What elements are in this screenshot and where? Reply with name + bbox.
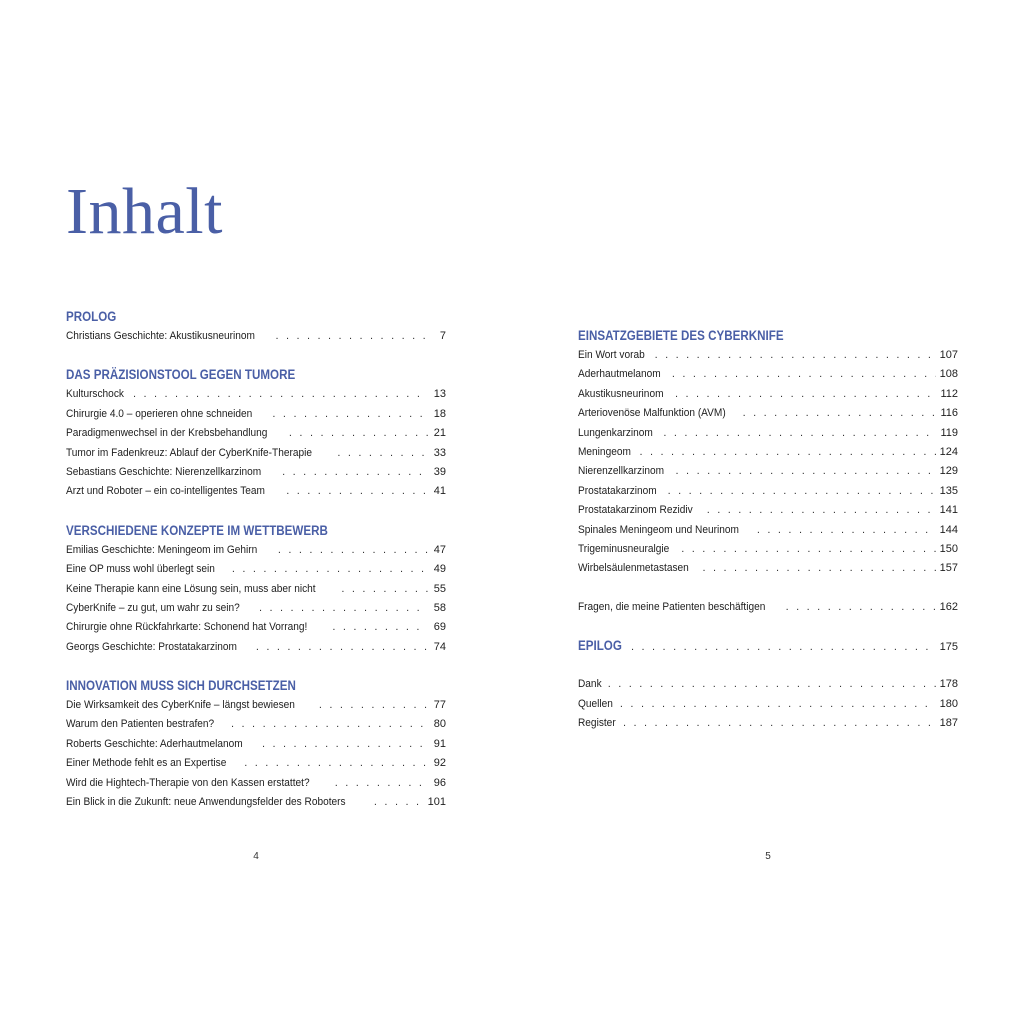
toc-entry[interactable]: [66, 754, 446, 773]
toc-entry-title: Arteriovenöse Malfunktion (AVM): [578, 407, 726, 420]
toc-entry-page: 124: [939, 445, 958, 458]
page-title: Inhalt: [66, 175, 223, 248]
toc-entry-page: 129: [939, 465, 958, 478]
toc-entry-page: 187: [939, 717, 958, 730]
toc-entry-title: Quellen: [578, 697, 613, 710]
toc-entry[interactable]: [66, 774, 446, 793]
toc-dot-leader: [757, 521, 936, 540]
toc-entry[interactable]: [578, 462, 958, 481]
toc-entry[interactable]: [578, 521, 958, 540]
toc-entry-title: Nierenzellkarzinom: [578, 465, 665, 478]
toc-entry-title: Keine Therapie kann eine Lösung sein, muss aber nicht: [66, 582, 316, 595]
toc-entry[interactable]: [578, 559, 958, 578]
toc-entry-page: 39: [433, 465, 446, 478]
toc-entry[interactable]: [578, 385, 958, 404]
toc-entry-page: 21: [433, 427, 446, 440]
toc-entry-title: Die Wirksamkeit des CyberKnife – längst bewiesen: [66, 699, 295, 712]
toc-entry[interactable]: [66, 580, 446, 599]
toc-dot-leader: [663, 424, 936, 443]
toc-dot-leader: [232, 560, 428, 579]
toc-entry[interactable]: [66, 385, 446, 404]
toc-entry-page: 101: [427, 796, 446, 809]
toc-section-heading: DAS PRÄZISIONSTOOL GEGEN TUMORE: [66, 367, 296, 383]
toc-entry-title: Emilias Geschichte: Meningeom im Gehirn: [66, 543, 258, 556]
toc-entry-title: Spinales Meningeom und Neurinom: [578, 523, 739, 536]
toc-entry-page: 135: [939, 484, 958, 497]
toc-entry[interactable]: [66, 541, 446, 560]
toc-dot-leader: [262, 735, 428, 754]
toc-entry-title: Dank: [578, 678, 602, 691]
toc-dot-leader: [374, 793, 424, 812]
toc-dot-leader: [133, 385, 428, 404]
toc-dot-leader: [335, 774, 428, 793]
toc-entry[interactable]: [66, 405, 446, 424]
toc-entry-title: Ein Blick in die Zukunft: neue Anwendungsfelder des Roboters: [66, 796, 346, 809]
toc-dot-leader: [231, 715, 428, 734]
toc-entry-title: Einer Methode fehlt es an Expertise: [66, 757, 227, 770]
toc-entry-page: 108: [939, 368, 958, 381]
toc-entry-page: 58: [433, 601, 446, 614]
toc-entry[interactable]: [578, 714, 958, 733]
toc-dot-leader: [278, 541, 428, 560]
toc-dot-leader: [639, 443, 935, 462]
toc-entry-title: Georgs Geschichte: Prostatakarzinom: [66, 640, 237, 653]
toc-entry-page: 144: [939, 523, 958, 536]
toc-entry-title: Kulturschock: [66, 388, 124, 401]
toc-entry-page: 178: [939, 678, 958, 691]
toc-entry-title: Paradigmenwechsel in der Krebsbehandlung: [66, 427, 268, 440]
toc-entry-page: 55: [433, 582, 446, 595]
toc-dot-leader: [289, 424, 428, 443]
toc-entry[interactable]: [578, 424, 958, 443]
toc-entry-page: 96: [433, 776, 446, 789]
toc-entry-page: 141: [939, 504, 958, 517]
toc-entry-page: 69: [433, 621, 446, 634]
toc-section-heading: PROLOG: [66, 309, 117, 324]
toc-entry-title: Trigeminusneuralgie: [578, 542, 670, 555]
toc-dot-leader: [655, 346, 936, 365]
toc-entry-title: Wird die Hightech-Therapie von den Kassen erstattet?: [66, 776, 310, 789]
toc-dot-leader: [286, 482, 428, 501]
toc-dot-leader: [675, 385, 937, 404]
toc-dot-leader: [668, 482, 936, 501]
toc-entry[interactable]: [66, 599, 446, 618]
toc-entry[interactable]: [66, 793, 446, 812]
toc-dot-leader: [275, 327, 428, 346]
toc-entry-title: Meningeom: [578, 445, 631, 458]
toc-entry-title: Lungenkarzinom: [578, 426, 653, 439]
toc-entry[interactable]: [578, 404, 958, 423]
toc-entry-page: 175: [939, 641, 958, 654]
toc-dot-leader: [702, 559, 935, 578]
toc-entry-title: Prostatakarzinom Rezidiv: [578, 504, 693, 517]
toc-dot-leader: [332, 618, 428, 637]
toc-left-column: [66, 307, 446, 812]
toc-dot-leader: [743, 404, 937, 423]
toc-entry[interactable]: [578, 501, 958, 520]
toc-dot-leader: [620, 695, 936, 714]
toc-dot-leader: [631, 637, 936, 657]
toc-entry-title: Arzt und Roboter – ein co-intelligentes Team: [66, 485, 265, 498]
toc-entry[interactable]: [66, 463, 446, 482]
toc-entry-title: Eine OP muss wohl überlegt sein: [66, 563, 215, 576]
toc-entry-page: 112: [940, 387, 958, 400]
page-number-left: 4: [253, 851, 259, 862]
toc-entry-page: 74: [433, 640, 446, 653]
toc-dot-leader: [259, 599, 428, 618]
toc-dot-leader: [608, 675, 936, 694]
toc-entry-page: 162: [939, 601, 958, 614]
toc-entry-page: 49: [433, 563, 446, 576]
toc-entry-epilog[interactable]: [578, 636, 958, 656]
toc-entry[interactable]: [66, 696, 446, 715]
toc-entry[interactable]: [578, 443, 958, 462]
toc-entry-page: 157: [939, 562, 958, 575]
toc-entry[interactable]: [66, 735, 446, 754]
toc-entry-page: 91: [433, 737, 446, 750]
toc-entry-title: Aderhautmelanom: [578, 368, 661, 381]
toc-entry-title: Wirbelsäulenmetastasen: [578, 562, 689, 575]
toc-dot-leader: [319, 696, 428, 715]
toc-entry-questions[interactable]: [578, 598, 958, 617]
toc-entry-title: CyberKnife – zu gut, um wahr zu sein?: [66, 601, 240, 614]
toc-entry-page: 33: [433, 446, 446, 459]
toc-entry-title: Chirurgie ohne Rückfahrkarte: Schonend hat Vorrang!: [66, 621, 308, 634]
toc-entry-title: Roberts Geschichte: Aderhautmelanom: [66, 737, 243, 750]
toc-dot-leader: [341, 580, 428, 599]
toc-entry[interactable]: [66, 560, 446, 579]
toc-entry[interactable]: [66, 327, 446, 346]
toc-entry-title: Chirurgie 4.0 – operieren ohne schneiden: [66, 407, 253, 420]
toc-entry-page: 92: [433, 757, 446, 770]
toc-entry[interactable]: [578, 675, 958, 694]
toc-entry[interactable]: [578, 346, 958, 365]
toc-entry-page: 80: [433, 718, 446, 731]
toc-entry-title: Ein Wort vorab: [578, 349, 645, 361]
toc-entry-page: 180: [939, 697, 958, 710]
toc-entry[interactable]: [578, 695, 958, 714]
toc-entry[interactable]: [578, 540, 958, 559]
toc-dot-leader: [623, 714, 936, 733]
toc-section-heading: INNOVATION MUSS SICH DURCHSETZEN: [66, 678, 296, 694]
toc-entry-page: 41: [433, 485, 446, 498]
toc-dot-leader: [272, 405, 428, 424]
toc-entry[interactable]: [66, 638, 446, 657]
toc-dot-leader: [676, 462, 936, 481]
toc-entry-title: Akustikusneurinom: [578, 387, 664, 400]
toc-entry-title: Sebastians Geschichte: Nierenzellkarzinom: [66, 465, 262, 478]
toc-entry[interactable]: [66, 482, 446, 501]
toc-entry-page: 119: [940, 426, 958, 439]
toc-entry[interactable]: [578, 482, 958, 501]
toc-entry[interactable]: [578, 365, 958, 384]
toc-section-heading: VERSCHIEDENE KONZEPTE IM WETTBEWERB: [66, 522, 328, 538]
toc-dot-leader: [672, 365, 936, 384]
toc-entry[interactable]: [66, 618, 446, 637]
toc-dot-leader: [681, 540, 935, 559]
toc-entry-page: 150: [939, 542, 958, 555]
toc-entry-title: Tumor im Fadenkreuz: Ablauf der CyberKnife-Therapie: [66, 446, 312, 459]
toc-entry-title: Warum den Patienten bestrafen?: [66, 718, 215, 731]
toc-right-column: [578, 326, 958, 734]
toc-section-heading: EINSATZGEBIETE DES CYBERKNIFE: [578, 328, 784, 343]
toc-entry-page: 107: [939, 349, 958, 361]
toc-entry-page: 116: [940, 407, 958, 420]
toc-dot-leader: [786, 598, 936, 617]
toc-entry[interactable]: [66, 444, 446, 463]
toc-entry-title: EPILOG: [578, 638, 622, 654]
toc-entry-title: Register: [578, 717, 616, 730]
toc-dot-leader: [256, 638, 428, 657]
page-number-right: 5: [765, 851, 771, 862]
toc-entry-title: Prostatakarzinom: [578, 484, 657, 497]
toc-entry[interactable]: [66, 715, 446, 734]
toc-entry-page: 47: [433, 543, 446, 556]
toc-dot-leader: [707, 501, 936, 520]
toc-entry-page: 13: [433, 388, 446, 401]
toc-entry-title: Christians Geschichte: Akustikusneurinom: [66, 330, 256, 342]
toc-dot-leader: [282, 463, 428, 482]
toc-entry-page: 77: [433, 699, 446, 712]
toc-dot-leader: [337, 444, 428, 463]
toc-entry-page: 18: [433, 407, 446, 420]
toc-entry[interactable]: [66, 424, 446, 443]
toc-entry-title: Fragen, die meine Patienten beschäftigen: [578, 601, 766, 614]
toc-entry-page: 7: [439, 330, 446, 342]
toc-dot-leader: [244, 754, 428, 773]
